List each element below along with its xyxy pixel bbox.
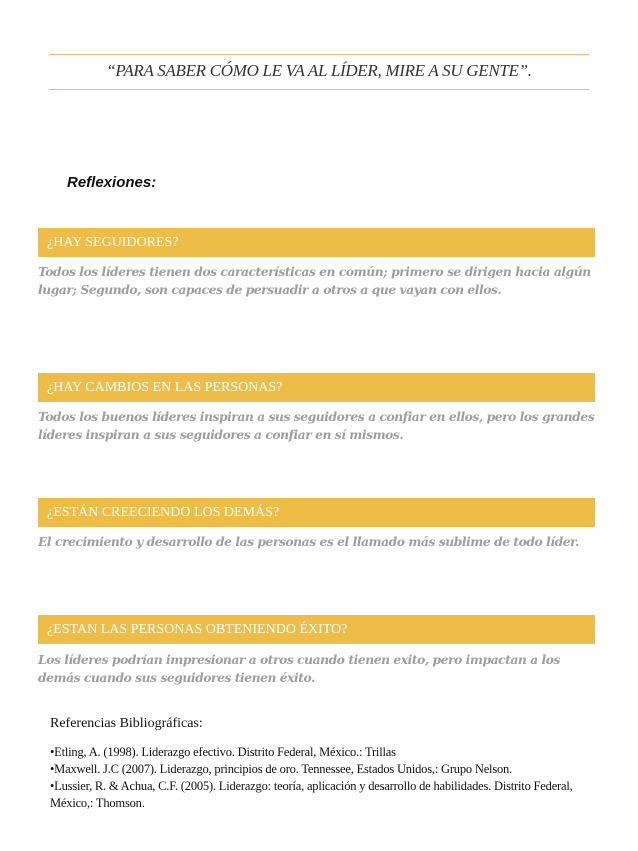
section-text-cambios: Todos los buenos líderes inspiran a sus seguidores a confiar en ellos, pero los grandes líderes inspiran a sus seguidores a confiar en sí mismos. xyxy=(38,409,595,442)
top-rule xyxy=(49,54,589,55)
section-text-exito: Los líderes podrían impresionar a otros cuando tienen exito, pero impactan a los demás cuando sus seguidores tienen éxito. xyxy=(38,652,561,685)
section-heading-exito: ¿ESTAN LAS PERSONAS OBTENIENDO ÉXITO? xyxy=(38,615,595,644)
reflections-label: Reflexiones: xyxy=(67,174,157,191)
references-title: Referencias Bibliográficas: xyxy=(50,716,203,731)
references xyxy=(50,716,595,812)
section-heading-seguidores: ¿HAY SEGUIDORES? xyxy=(38,228,595,257)
reference-item: •Maxwell. J.C (2007). Liderazgo, principios de oro. Tennessee, Estados Unidos,: Grupo Nelson. xyxy=(50,762,513,776)
section-text-creciendo: El crecimiento y desarrollo de las personas es el llamado más sublime de todo líder. xyxy=(38,534,579,549)
title-quote: “PARA SABER CÓMO LE VA AL LÍDER, MIRE A SU GENTE”. xyxy=(106,61,532,80)
reference-item: •Etling, A. (1998). Liderazgo efectivo. Distrito Federal, México.: Trillas xyxy=(50,745,396,759)
reference-item: •Lussier, R. & Achua, C.F. (2005). Liderazgo: teoría, aplicación y desarrollo de habilidades. Distrito Federal, México,: Thomson. xyxy=(50,779,573,810)
bottom-rule xyxy=(49,89,589,90)
section-heading-cambios: ¿HAY CAMBIOS EN LAS PERSONAS? xyxy=(38,373,595,402)
section-heading-creciendo: ¿ESTÁN CREECIENDO LOS DEMÁS? xyxy=(38,498,595,527)
section-text-seguidores: Todos los líderes tienen dos características en común; primero se dirigen hacia algún lugar; Segundo, son capaces de persuadir a otros a que vayan con ellos. xyxy=(38,264,591,297)
